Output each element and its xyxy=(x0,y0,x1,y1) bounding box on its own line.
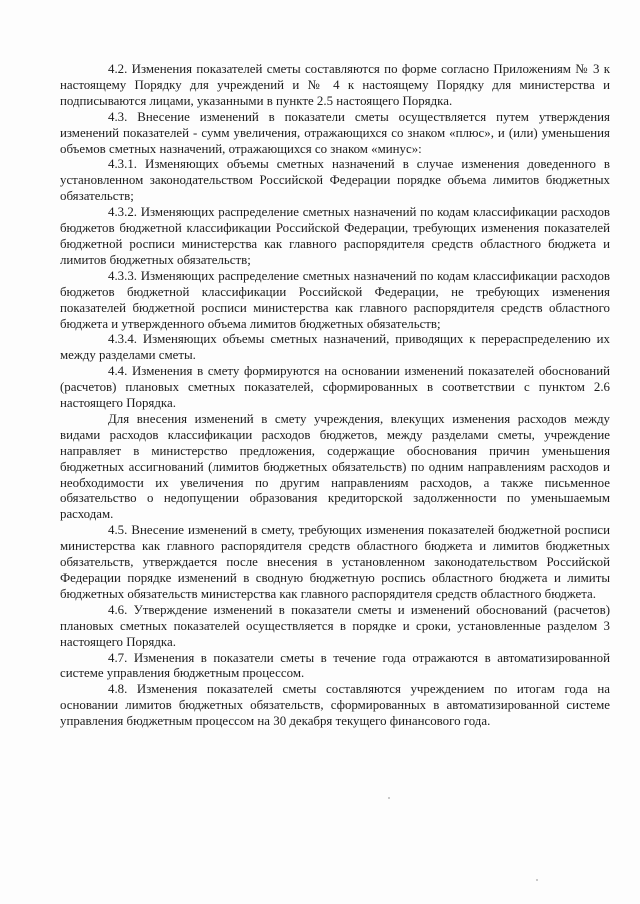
scan-speck xyxy=(536,879,538,881)
paragraph-4-4: 4.4. Изменения в смету формируются на основании изменений показателей обоснований (расчетов) плановых сметных показателей, сформированных в соответствии с пунктом 2.6 настоящего Порядка. xyxy=(60,364,610,411)
scan-speck xyxy=(388,797,390,799)
paragraph-4-2: 4.2. Изменения показателей сметы составляются по форме согласно Приложениям № 3 к настоящему Порядку для учреждений и № 4 к настоящему Порядку для министерства и подписываются лицами, указанными в пункте 2.5 настоящего Порядка. xyxy=(60,62,610,108)
paragraph-4-8: 4.8. Изменения показателей сметы составляются учреждением по итогам года на основании лимитов бюджетных обязательств, сформированных в автоматизированной системе управления бюджетным процессом на 30 декабря текущего финансового года. xyxy=(60,682,610,729)
paragraph-4-3-3: 4.3.3. Изменяющих распределение сметных назначений по кодам классификации расходов бюджетов бюджетной классификации Российской Федерации, не требующих изменения показателей бюджетной росписи министерства как главного распорядителя средств областного бюджета и утвержденного объема лимитов бюджетных обязательств; xyxy=(60,268,610,331)
paragraph-4-3-4: 4.3.4. Изменяющих объемы сметных назначений, приводящих к перераспределению их между разделами сметы. xyxy=(60,332,610,363)
paragraph-4-3-2: 4.3.2. Изменяющих распределение сметных назначений по кодам классификации расходов бюджетов бюджетной классификации Российской Федерации, требующих изменения показателей бюджетной росписи министерства как главного распорядителя средств областного бюджета и лимитов бюджетных обязательств; xyxy=(60,205,610,267)
paragraph-4-7: 4.7. Изменения в показатели сметы в течение года отражаются в автоматизированной системе управления бюджетным процессом. xyxy=(60,650,610,681)
paragraph-4-4-details: Для внесения изменений в смету учреждения, влекущих изменения расходов между видами расходов классификации расходов бюджетов, между разделами сметы, учреждение направляет в министерство предложения, содержащие обоснования причин уменьшения бюджетных ассигнований (лимитов бюджетных обязательств) по одним направлениям расходов и необходимости их увеличения по другим направлениям расходов, а также письменное обязательство о недопущении образования кредиторской задолженности по уменьшаемым расходам. xyxy=(60,411,610,522)
paragraph-4-3-1: 4.3.1. Изменяющих объемы сметных назначений в случае изменения доведенного в установленном законодательством Российской Федерации порядке объема лимитов бюджетных обязательств; xyxy=(60,157,610,204)
paragraph-4-5: 4.5. Внесение изменений в смету, требующих изменения показателей бюджетной росписи министерства как главного распорядителя средств областного бюджета и лимитов бюджетных обязательств, утверждается после внесения в установленном законодательством Российской Федерации порядке изменений в сводную бюджетную роспись областного бюджета и лимиты бюджетных обязательств министерства как главного распорядителя средств областного бюджета. xyxy=(60,523,610,601)
document-body xyxy=(60,62,610,730)
paragraph-4-6: 4.6. Утверждение изменений в показатели сметы и изменений обоснований (расчетов) плановых сметных показателей осуществляется в порядке и сроки, установленные разделом 3 настоящего Порядка. xyxy=(60,602,610,649)
paragraph-4-3: 4.3. Внесение изменений в показатели сметы осуществляется путем утверждения изменений показателей - сумм увеличения, отражающихся со знаком «плюс», и (или) уменьшения объемов сметных назначений, отражающихся со знаком «минус»: xyxy=(60,109,610,156)
